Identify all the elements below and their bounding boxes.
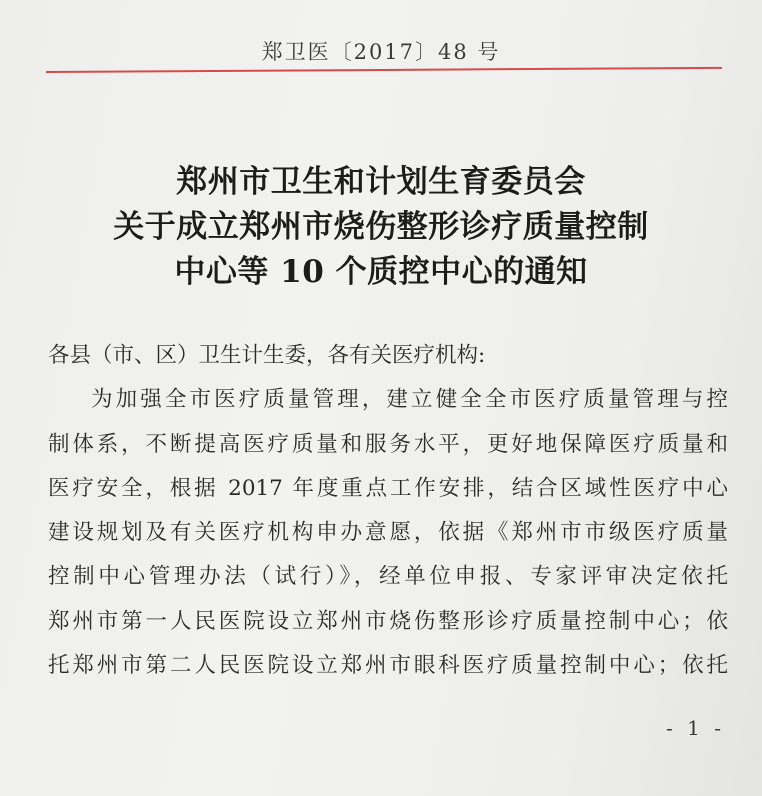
- document-title: [0, 160, 762, 295]
- body-line: 建设规划及有关医疗机构申办意愿，依据《郑州市市级医疗质量: [48, 520, 728, 546]
- body-line: 托郑州市第二人民医院设立郑州市眼科医疗质量控制中心；依托: [48, 653, 728, 679]
- red-divider-line: [46, 67, 722, 73]
- salutation-line: 各县（市、区）卫生计生委，各有关医疗机构:: [48, 343, 486, 368]
- title-line: 郑州市卫生和计划生育委员会: [176, 164, 586, 200]
- document-number: 郑卫医〔2017〕48 号: [261, 40, 501, 64]
- body-line: 控制中心管理办法（试行）》，经单位申报、专家评审决定依托: [48, 564, 728, 590]
- body-line: 为加强全市医疗质量管理，建立健全全市医疗质量管理与控: [91, 387, 728, 413]
- document-body: [48, 334, 728, 688]
- title-line: 关于成立郑州市烧伤整形诊疗质量控制: [113, 209, 649, 245]
- body-line: 医疗安全，根据 2017 年度重点工作安排，结合区域性医疗中心: [48, 475, 728, 501]
- title-line: 中心等 10 个质控中心的通知: [174, 254, 588, 290]
- page-number: - 1 -: [666, 716, 725, 740]
- body-line: 郑州市第一人民医院设立郑州市烧伤整形诊疗质量控制中心；依: [48, 608, 728, 634]
- body-line: 制体系，不断提高医疗质量和服务水平，更好地保障医疗质量和: [48, 431, 728, 457]
